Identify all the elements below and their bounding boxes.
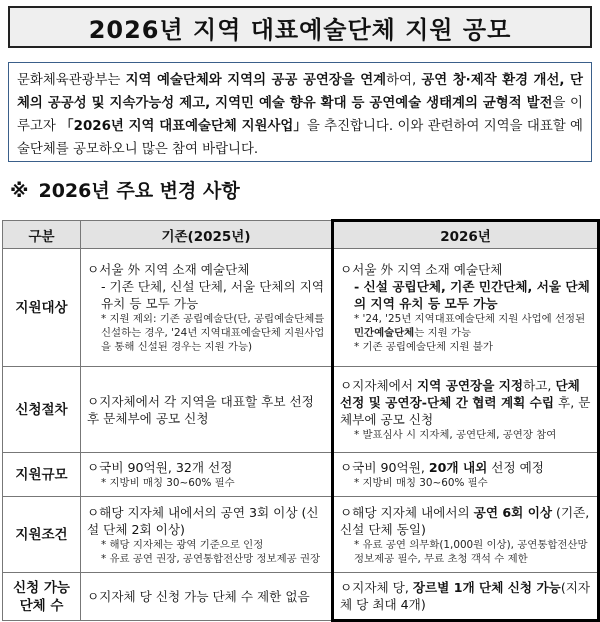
old-main: ㅇ지자체에서 각 지역을 대표할 후보 선정 후 문체부에 공모 신청 [87,393,314,426]
new-cell [333,573,599,621]
new-pre: ㅇ지자체에서 [340,378,417,393]
old-sub: - 기존 단체, 신설 단체, 서울 단체의 지역 유치 등 모두 가능 [101,279,325,311]
row-category [3,573,81,621]
old-note-2: * 유료 공연 권장, 공연통합전산망 정보제공 권장 [101,552,321,565]
new-bold-1: 지역 공연장을 지정 [417,378,524,393]
old-main: ㅇ서울 外 지역 소재 예술단체 [87,262,250,277]
intro-bold-2: 공연 창·제작 환경 개선, 단체의 공공성 및 지속가능성 제고, 지역민 예술 향유 확대 등 공연예술 생태계의 균형적 발전 [17,73,583,111]
title-box [8,6,592,48]
row-category: 신청절차 [3,367,81,453]
intro-box [8,62,592,162]
header-old: 기존(2025년) [81,221,333,249]
new-sub [340,278,591,312]
new-main: ㅇ서울 外 지역 소재 예술단체 [340,262,503,277]
intro-bold-1: 지역 예술단체와 지역의 공공 공연장을 연계 [125,73,387,88]
new-bold-2: 단체 선정 및 공연장-단체 간 협력 계획 수립 [340,378,580,410]
table-row [3,249,599,367]
new-note-1-pre: * '24, '25년 지역대표예술단체 지원 사업에 선정된 [354,313,586,325]
header-category: 구분 [3,221,81,249]
old-note: * 지원 제외: 기존 공립예술단(단, 공립예술단체를 신설하는 경우, '24년 지역대표예술단체 지원사업을 통해 신설된 경우는 지원 가능) [101,313,325,353]
old-note: * 지방비 매칭 30~60% 필수 [101,477,235,489]
new-pre: ㅇ해당 지자체 내에서의 [340,504,474,520]
old-cell [81,497,333,573]
table-row [3,497,599,573]
old-note-1: * 해당 지자체는 광역 기준으로 인정 [101,538,264,551]
table-row [3,453,599,497]
new-main [340,579,591,613]
new-note-2: * 기존 공립예술단체 지원 불가 [354,341,493,353]
new-bold: 공연 6회 이상 [473,504,553,520]
intro-text-4: 을 추진합니다. 이와 관련하여 지역을 대표할 예술단체를 공모하오니 많은 참여 바랍니다. [17,119,583,157]
intro-bold-3: 「2026년 지역 대표예술단체 지원사업」 [60,119,307,134]
header-new: 2026년 [333,221,599,249]
table-row [3,573,599,621]
new-post: 선정 예정 [487,460,544,475]
section-title: 2026년 주요 변경 사항 [38,180,240,202]
section-heading [10,176,240,203]
old-cell [81,453,333,497]
table-header-row [3,221,599,249]
new-main [340,504,591,538]
old-cell [81,573,333,621]
row-category: 지원대상 [3,249,81,367]
new-pre: ㅇ지자체 당, [340,580,413,595]
new-pre: ㅇ국비 90억원, [340,460,429,475]
old-cell [81,249,333,367]
new-cell [333,367,599,453]
reference-mark-icon: ※ [10,180,29,202]
new-main [340,459,591,476]
intro-text-1: 문화체육관광부는 [17,73,126,88]
new-note-1-bold: 민간예술단체 [354,327,415,339]
row-category: 지원규모 [3,453,81,497]
row-category: 지원조건 [3,497,81,573]
page-title: 2026년 지역 대표예술단체 지원 공모 [88,15,512,44]
table-row [3,367,599,453]
new-bold: 20개 내외 [428,460,488,475]
intro-text-3: 을 이루고자 [17,96,583,134]
new-note-1 [340,312,591,340]
changes-table [2,219,600,622]
new-cell [333,453,599,497]
new-note: * 지방비 매칭 30~60% 필수 [354,477,488,489]
new-note-1-post: 는 지원 가능 [414,327,472,339]
old-main: ㅇ국비 90억원, 32개 선정 [87,460,233,475]
new-main [340,377,591,428]
new-cell [333,249,599,367]
new-post: (지자체 당 최대 4개) [340,580,591,612]
intro-text-2: 하여, [386,73,422,88]
new-post: 후, 문체부에 공모 신청 [340,395,591,427]
new-note: * 유료 공연 의무화(1,000원 이상), 공연통합전산망 정보제공 필수, 무료 초청 객석 수 제한 [354,538,588,565]
row-category-line-1: 신청 가능 [13,579,70,596]
new-sub-bold: - 신설 공립단체, 기존 민간단체, 서울 단체의 지역 유치 등 모두 가능 [354,279,590,311]
old-main: ㅇ해당 지자체 내에서의 공연 3회 이상 (신설 단체 2회 이상) [87,504,319,537]
new-post: (기존, 신설 단체 동일) [340,504,590,537]
new-cell [333,497,599,573]
old-main: ㅇ지자체 당 신청 가능 단체 수 제한 없음 [87,589,310,604]
new-mid: 하고, [523,378,556,393]
row-category-line-2: 단체 수 [19,597,64,614]
new-note: * 발표심사 시 지자체, 공연단체, 공연장 참여 [354,429,557,441]
new-bold: 장르별 1개 단체 신청 가능 [412,580,561,595]
old-cell [81,367,333,453]
